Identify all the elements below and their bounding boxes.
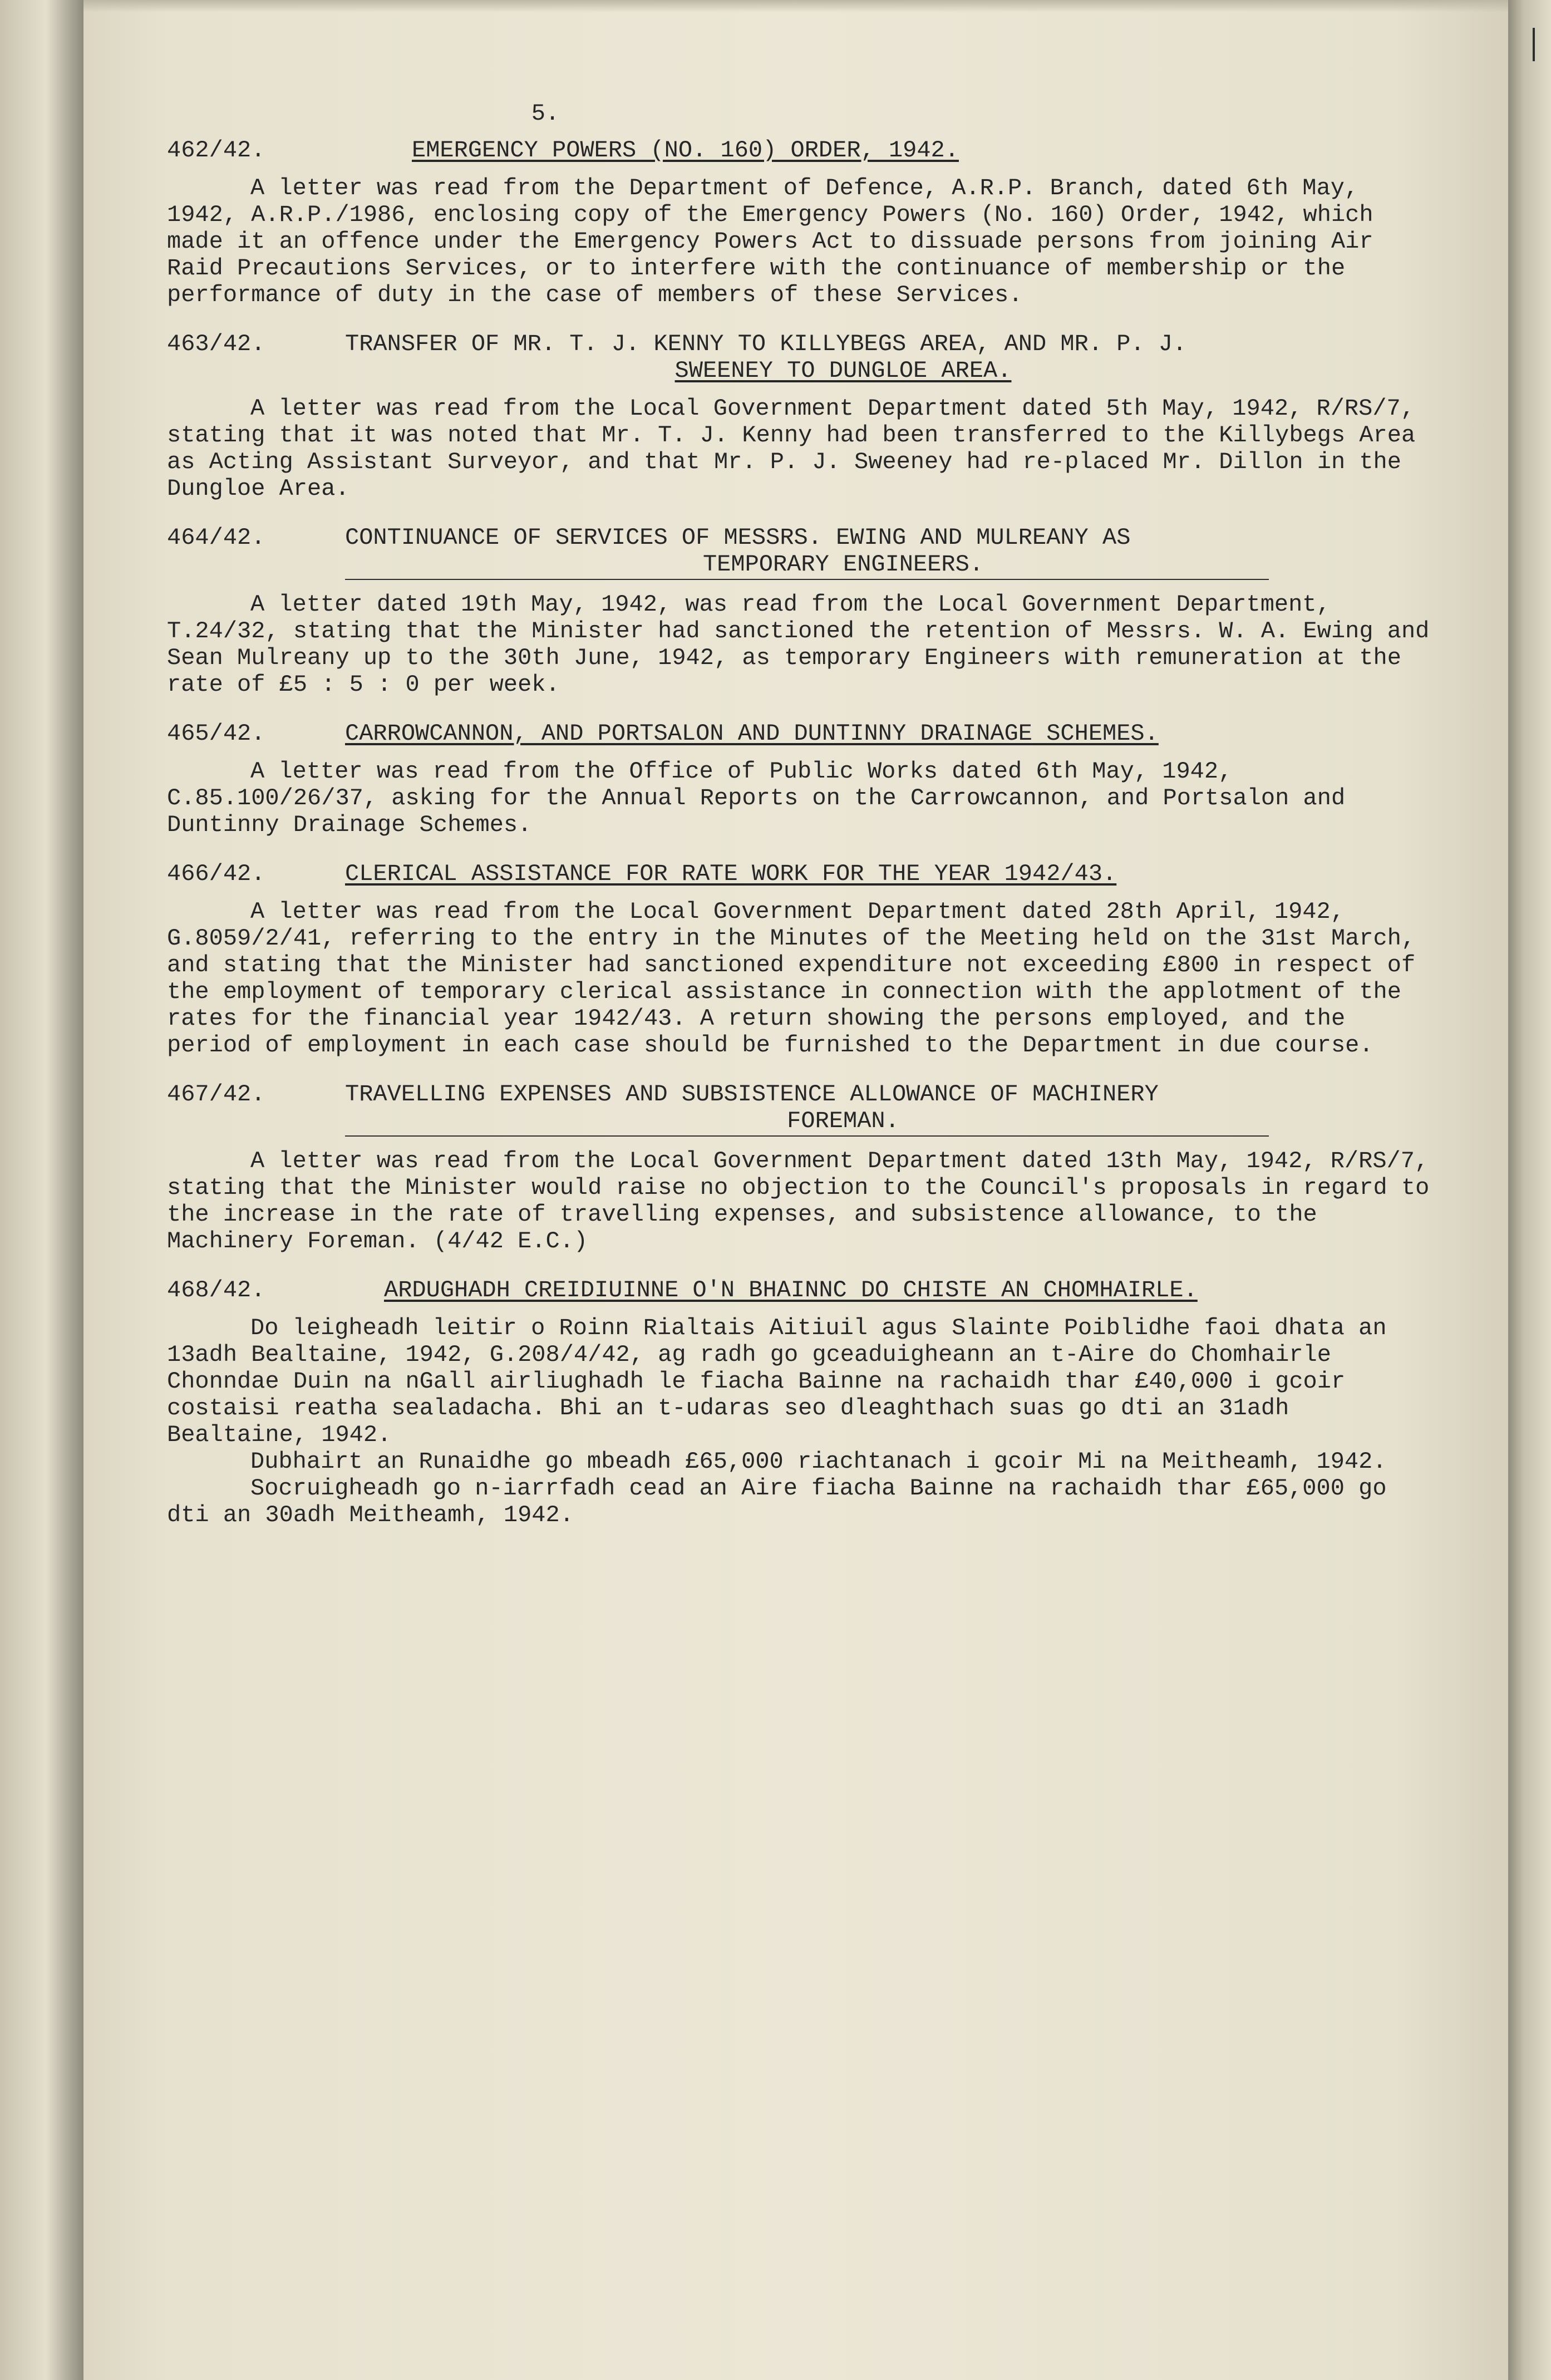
item-heading	[345, 860, 1430, 887]
paragraph: Dubhairt an Runaidhe go mbeadh £65,000 riachtanach i gcoir Mi na Meitheamh, 1942.	[250, 1448, 1387, 1475]
minute-item	[167, 137, 1430, 308]
item-body	[167, 1148, 1430, 1255]
page-top-shadow	[83, 0, 1508, 12]
heading-line: TEMPORARY ENGINEERS.	[702, 551, 984, 578]
right-binding-strip	[1508, 0, 1551, 2380]
item-heading	[345, 524, 1430, 578]
item-heading	[345, 720, 1430, 747]
item-heading	[345, 137, 1430, 164]
item-number: 467/42.	[167, 1081, 265, 1108]
heading-line: ARDUGHADH CREIDIUINNE O'N BHAINNC DO CHISTE AN CHOMHAIRLE.	[384, 1277, 1198, 1304]
item-heading	[345, 1081, 1430, 1134]
minute-item	[167, 1277, 1430, 1528]
item-number: 465/42.	[167, 720, 265, 747]
item-number: 462/42.	[167, 137, 265, 164]
left-binding-strip	[0, 0, 83, 2380]
paragraph: Do leigheadh leitir o Roinn Rialtais Aitiuil agus Slainte Poiblidhe faoi dhata an 13adh Bealtaine, 1942, G.208/4/42, ag radh go gceaduigheann an t-Aire do Chomhairle Chonndae Duin na nGall airliughadh le fiacha Bainne na rachaidh thar £40,000 i gcoir costaisi reatha sealadacha. Bhi an t-udaras seo dleaghthach suas go dti an 31adh Bealtaine, 1942.	[167, 1315, 1387, 1448]
item-heading	[345, 1277, 1430, 1304]
heading-line: CLERICAL ASSISTANCE FOR RATE WORK FOR THE YEAR 1942/43.	[345, 860, 1117, 887]
paragraph: A letter was read from the Local Government Department dated 28th April, 1942, G.8059/2/41, referring to the entry in the Minutes of the Meeting held on the 31st March, and stating that the Minister had sanctioned expenditure not exceeding £800 in respect of the employment of temporary clerical assistance in connection with the applotment of the rates for the financial year 1942/43. A return showing the persons employed, and the period of employment in each case should be furnished to the Department in due course.	[167, 898, 1416, 1059]
item-body	[167, 591, 1430, 698]
minute-item	[167, 860, 1430, 1059]
heading-line: FOREMAN.	[787, 1108, 899, 1134]
paragraph: A letter dated 19th May, 1942, was read from the Local Government Department, T.24/32, stating that the Minister had sanctioned the retention of Messrs. W. A. Ewing and Sean Mulreany up to the 30th June, 1942, as temporary Engineers with remuneration at the rate of £5 : 5 : 0 per week.	[167, 591, 1430, 698]
page-number: 5.	[531, 100, 560, 127]
document-text	[167, 100, 1430, 1551]
paragraph: A letter was read from the Office of Public Works dated 6th May, 1942, C.85.100/26/37, asking for the Annual Reports on the Carrowcannon, and Portsalon and Duntinny Drainage Schemes.	[167, 758, 1346, 838]
minute-item	[167, 331, 1430, 502]
heading-rule	[345, 1135, 1269, 1137]
minute-item	[167, 1081, 1430, 1255]
heading-line: SWEENEY TO DUNGLOE AREA.	[674, 357, 1012, 384]
item-number: 466/42.	[167, 860, 265, 887]
heading-rule	[345, 579, 1269, 580]
minute-item	[167, 524, 1430, 698]
item-body	[167, 758, 1430, 838]
paragraph: A letter was read from the Department of Defence, A.R.P. Branch, dated 6th May, 1942, A.R.P./1986, enclosing copy of the Emergency Powers (No. 160) Order, 1942, which made it an offence under the Emergency Powers Act to dissuade persons from joining Air Raid Precautions Services, or to interfere with the continuance of membership or the performance of duty in the case of members of these Services.	[167, 175, 1373, 308]
binding-mark	[1533, 28, 1535, 61]
minute-item	[167, 720, 1430, 838]
item-heading	[345, 331, 1430, 384]
item-body	[167, 395, 1430, 502]
paragraph: A letter was read from the Local Government Department dated 5th May, 1942, R/RS/7, stating that it was noted that Mr. T. J. Kenny had been transferred to the Killybegs Area as Acting Assistant Surveyor, and that Mr. P. J. Sweeney had re-placed Mr. Dillon in the Dungloe Area.	[167, 395, 1416, 502]
paragraph: Socruigheadh go n-iarrfadh cead an Aire fiacha Bainne na rachaidh thar £65,000 go dti an 30adh Meitheamh, 1942.	[167, 1475, 1387, 1528]
item-number: 463/42.	[167, 331, 265, 357]
item-body	[167, 1315, 1430, 1528]
item-body	[167, 175, 1430, 308]
heading-line: CONTINUANCE OF SERVICES OF MESSRS. EWING AND MULREANY AS	[345, 524, 1131, 551]
item-number: 464/42.	[167, 524, 265, 551]
heading-line: CARROWCANNON, AND PORTSALON AND DUNTINNY DRAINAGE SCHEMES.	[345, 720, 1159, 747]
item-number: 468/42.	[167, 1277, 265, 1304]
paragraph: A letter was read from the Local Government Department dated 13th May, 1942, R/RS/7, stating that the Minister would raise no objection to the Council's proposals in regard to the increase in the rate of travelling expenses, and subsistence allowance, to the Machinery Foreman. (4/42 E.C.)	[167, 1148, 1430, 1255]
heading-line: TRANSFER OF MR. T. J. KENNY TO KILLYBEGS AREA, AND MR. P. J.	[345, 331, 1187, 357]
heading-line: TRAVELLING EXPENSES AND SUBSISTENCE ALLOWANCE OF MACHINERY	[345, 1081, 1159, 1108]
heading-line: EMERGENCY POWERS (NO. 160) ORDER, 1942.	[412, 137, 959, 164]
item-body	[167, 898, 1430, 1059]
binding-rule	[1518, 0, 1520, 2380]
